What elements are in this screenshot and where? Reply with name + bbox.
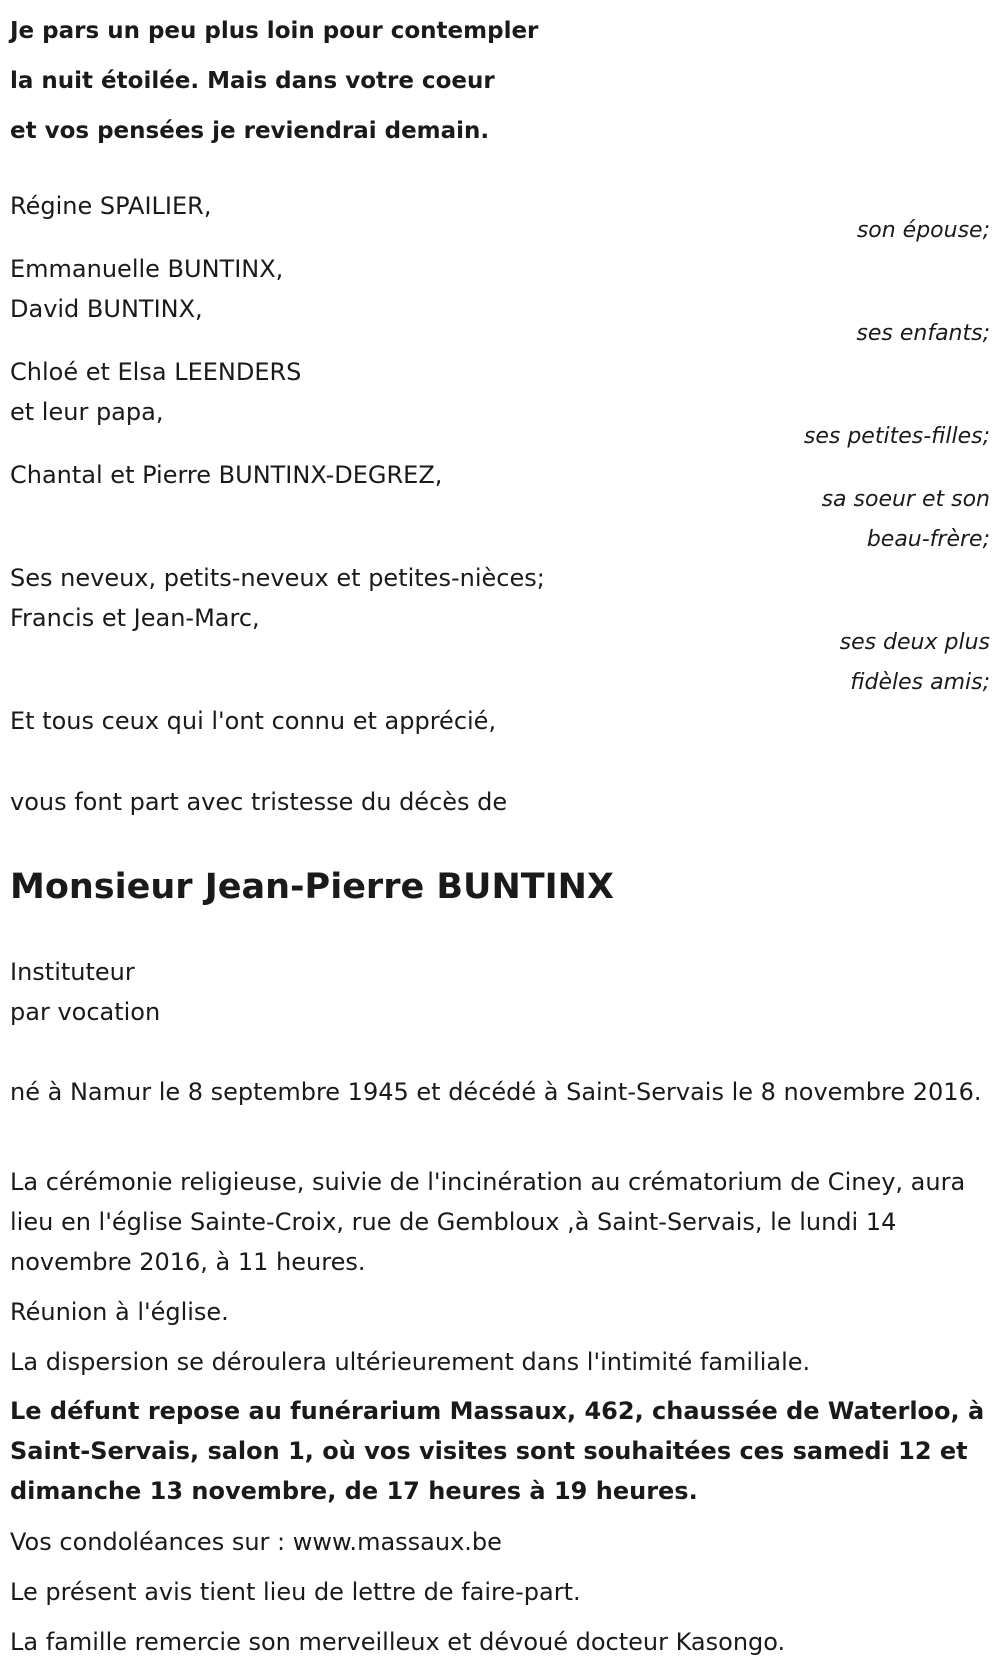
occupation-line: par vocation bbox=[10, 998, 161, 1026]
granddaughters-father: et leur papa, bbox=[10, 398, 164, 426]
spouse-name: Régine SPAILIER, bbox=[10, 192, 212, 220]
epigraph-line: Je pars un peu plus loin pour contempler bbox=[10, 18, 539, 44]
epigraph bbox=[10, 6, 650, 156]
faire-part-note: Le présent avis tient lieu de lettre de faire-part. bbox=[10, 1578, 581, 1606]
nephews-line: Ses neveux, petits-neveux et petites-nièces; bbox=[10, 564, 545, 592]
announcement: vous font part avec tristesse du décès de bbox=[10, 788, 508, 816]
sibling-name: Chantal et Pierre BUNTINX-DEGREZ, bbox=[10, 461, 443, 489]
child-name: Emmanuelle BUNTINX, bbox=[10, 255, 284, 283]
birth-death-dates: né à Namur le 8 septembre 1945 et décédé à Saint-Servais le 8 novembre 2016. bbox=[10, 1078, 982, 1106]
sibling-relation: sa soeur et son bbox=[821, 487, 990, 512]
condolences-note: Vos condoléances sur : www.massaux.be bbox=[10, 1528, 502, 1556]
occupation-line: Instituteur bbox=[10, 958, 135, 986]
deceased-name: Monsieur Jean-Pierre BUNTINX bbox=[10, 867, 614, 907]
sibling-relation: beau-frère; bbox=[866, 527, 990, 552]
reunion-note: Réunion à l'église. bbox=[10, 1298, 229, 1326]
children-relation: ses enfants; bbox=[856, 321, 990, 346]
child-name: David BUNTINX, bbox=[10, 295, 203, 323]
spouse-relation: son épouse; bbox=[856, 218, 990, 243]
funerarium-details: Le défunt repose au funérarium Massaux, 462, chaussée de Waterloo, à Saint-Servais, salon 1, où vos visites sont souhaitées ces samedi 12 et dimanche 13 novembre, de 17 heures à 19 heures. bbox=[10, 1397, 985, 1505]
epigraph-line: la nuit étoilée. Mais dans votre coeur bbox=[10, 68, 495, 94]
friends-relation: fidèles amis; bbox=[850, 670, 990, 695]
granddaughters-name: Chloé et Elsa LEENDERS bbox=[10, 358, 302, 386]
friends-name: Francis et Jean-Marc, bbox=[10, 604, 260, 632]
ceremony-details: La cérémonie religieuse, suivie de l'incinération au crématorium de Ciney, aura lieu en l'église Sainte-Croix, rue de Gembloux ,à Saint-Servais, le lundi 14 novembre 2016, à 11 heures. bbox=[10, 1168, 966, 1276]
epigraph-line: et vos pensées je reviendrai demain. bbox=[10, 118, 490, 144]
dispersion-note: La dispersion se déroulera ultérieurement dans l'intimité familiale. bbox=[10, 1348, 811, 1376]
friends-relation: ses deux plus bbox=[839, 630, 990, 655]
thanks-note: La famille remercie son merveilleux et dévoué docteur Kasongo. bbox=[10, 1628, 786, 1656]
granddaughters-relation: ses petites-filles; bbox=[803, 424, 990, 449]
all-acquaintances: Et tous ceux qui l'ont connu et apprécié, bbox=[10, 707, 497, 735]
